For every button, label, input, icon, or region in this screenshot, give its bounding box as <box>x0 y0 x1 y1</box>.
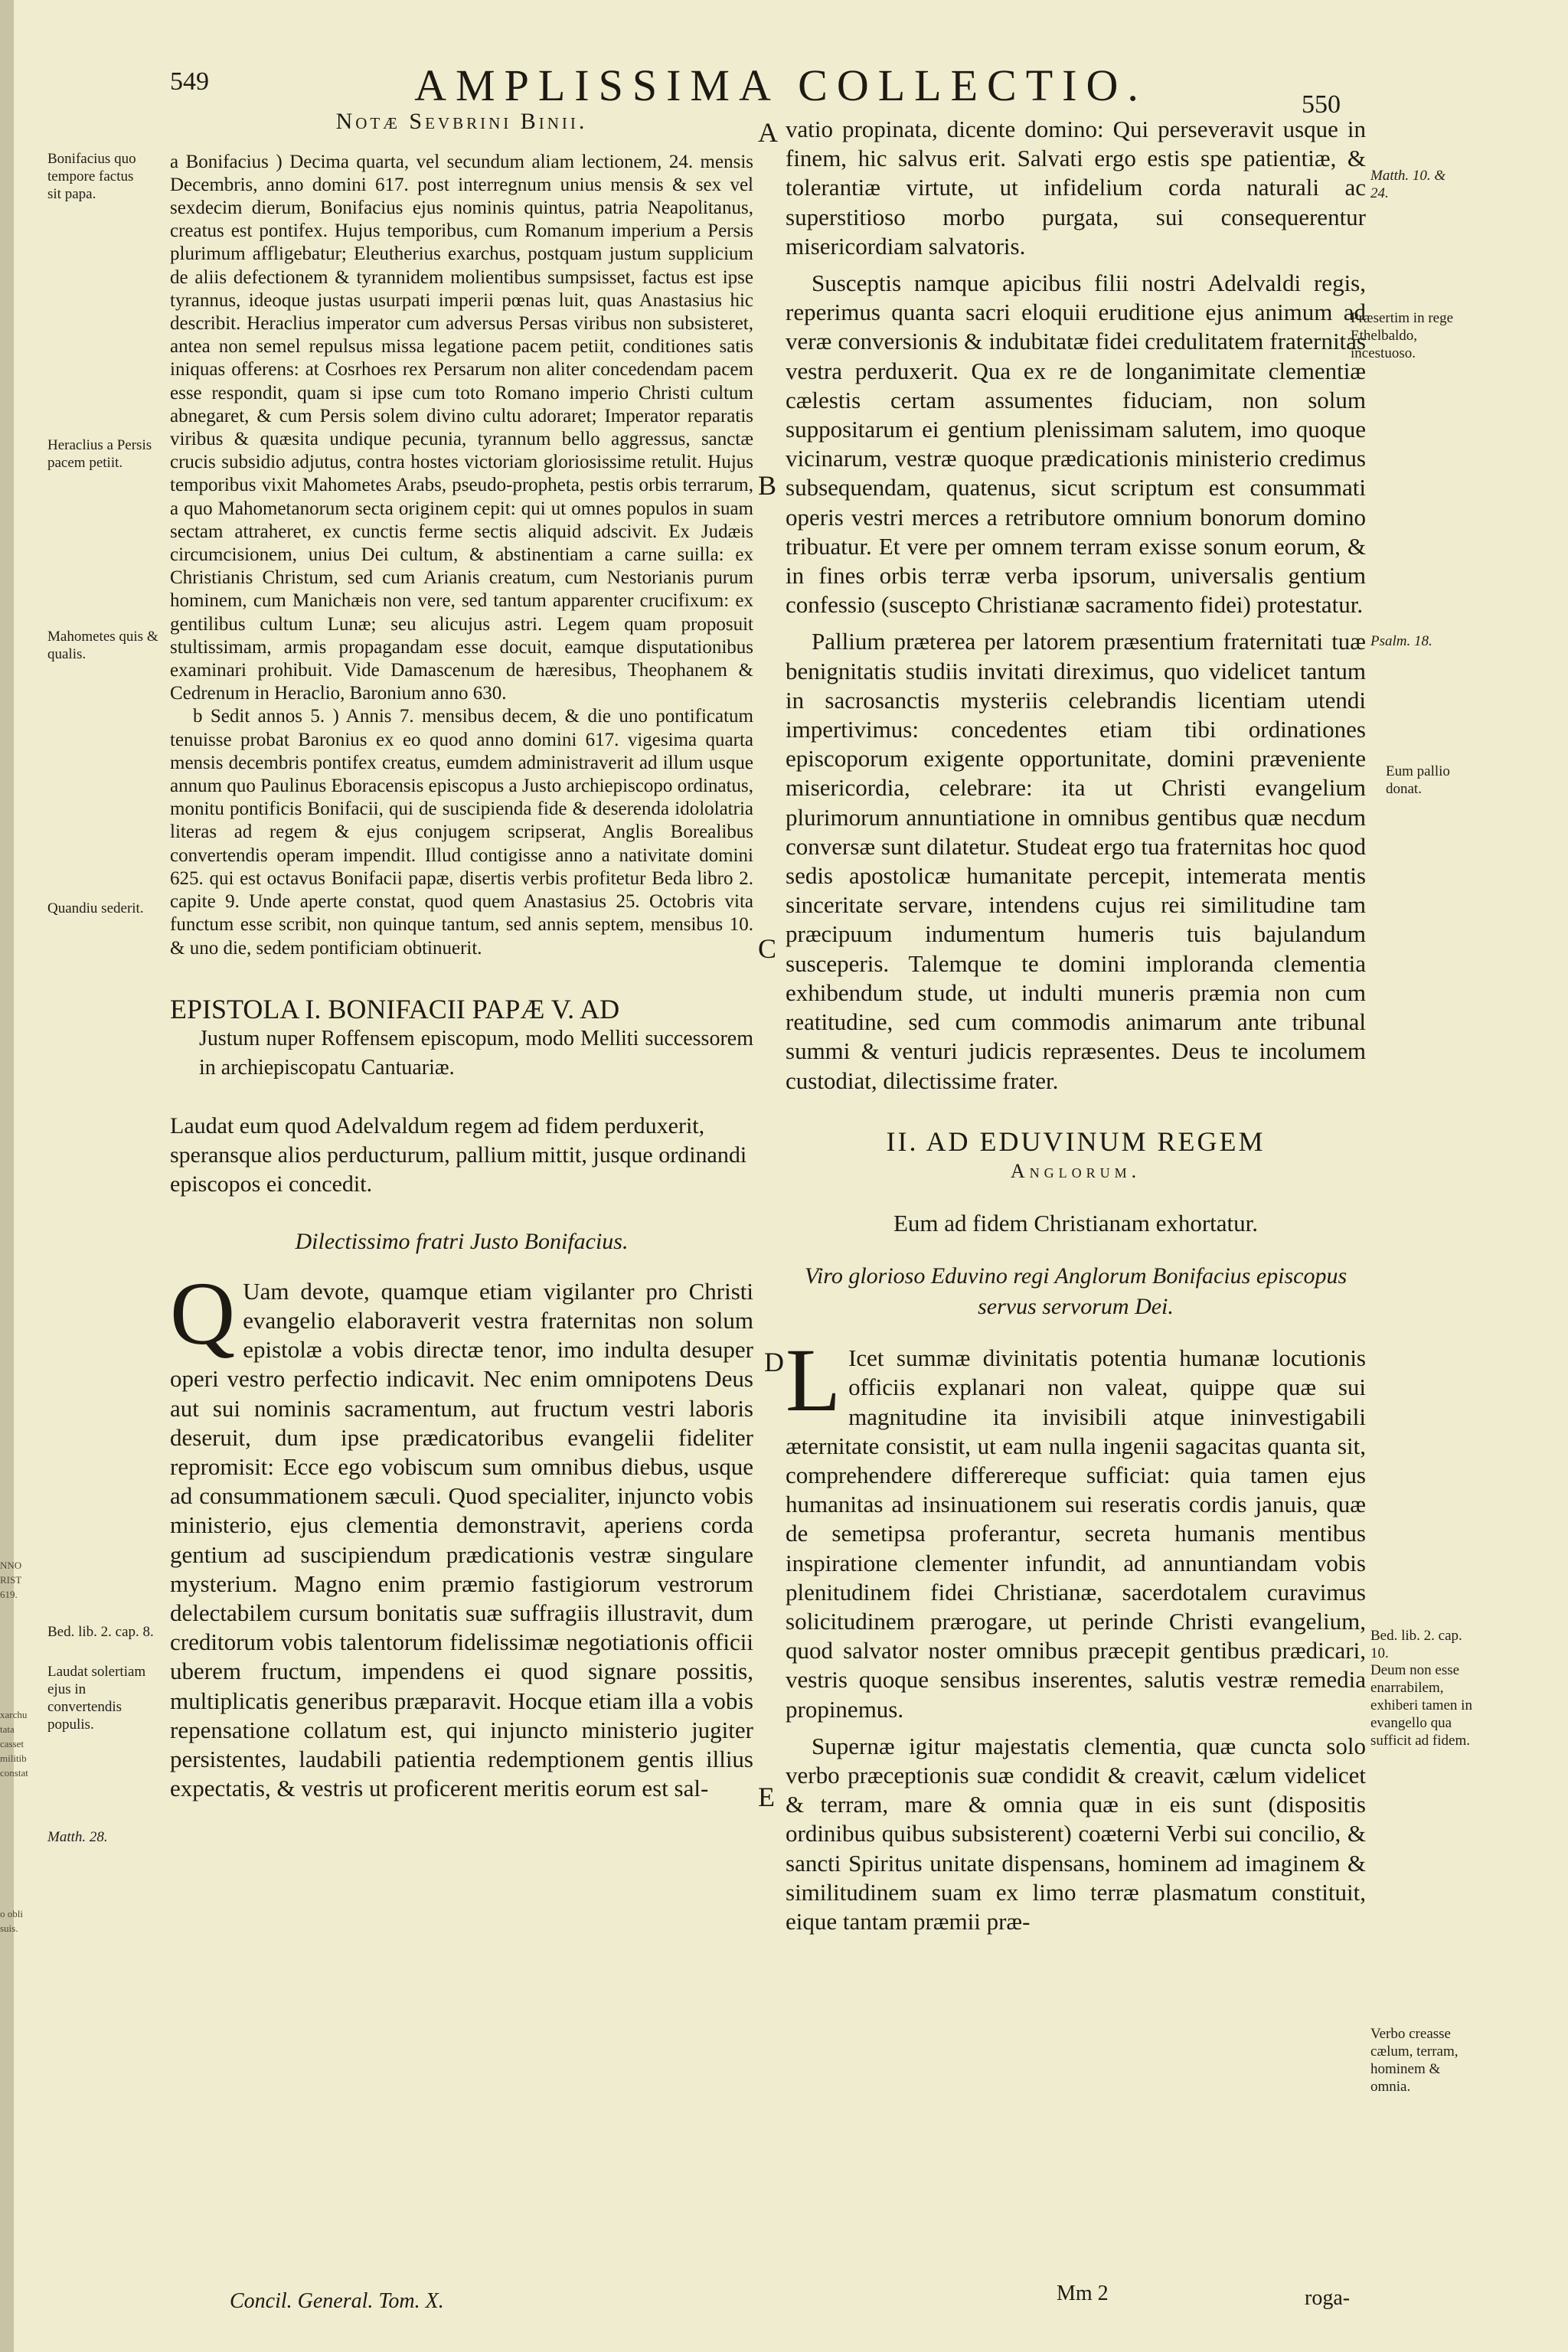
epistle-salutation: Viro glorioso Eduvino regi Anglorum Bonifacius episcopus servus servorum Dei. <box>804 1263 1348 1320</box>
running-header <box>0 60 1568 119</box>
page-number-right: 550 <box>1302 90 1341 119</box>
margin-note: Eum pallio donat. <box>1386 763 1450 797</box>
section-letter: B <box>758 470 777 501</box>
gutter-fragment: xarchu tata casset militib constat <box>0 1709 28 1779</box>
epistle-body-text: Uam devote, quamque etiam vigilanter pro Christi evangelio elaboraverit vestra fraternitas non solum epistolæ a vobis directæ tenor, imo indulta desuper operi vestro perfectio indicavit. Nec enim omnipotens Deus aut sui nominis sacramentum, aut fructum vestri laboris deseruit, dum ipse prædicatoribus evangelii fideliter repromisit: Ecce ego vobiscum sum omnibus diebus, usque ad consummationem sæculi. Quod specialiter, injuncto vobis ministerio, ejus clementia demonstravit, aperiens corda gentium ad suscipiendum prædicationis vestræ singulare mysterium. Magno enim præmio fastigiorum vestrorum delectabilem cursum bonitatis suæ suffragiis illustravit, dum creditorum vobis talentorum fidelissimæ negotiationis officii uberem fructum, impendens ei quod signare possitis, multiplicatis generibus præparavit. Hocque etiam illa a vobis repensatione collatum est, qui injuncto ministerio jugiter persistentes, laudabili patientia redemptionem gentis illius expectatis, & vestris ut proficerent meritis eorum est sal- <box>170 1277 753 1802</box>
section-letter: E <box>758 1782 775 1812</box>
margin-note: Deum non esse enarrabilem, exhiberi tamen in evangello qua sufficit ad fidem. <box>1370 1662 1472 1749</box>
binding-gutter <box>0 0 14 2352</box>
epistle-heading <box>170 994 753 1083</box>
footnote-b: b Sedit annos 5. ) Annis 7. mensibus decem, & die uno pontificatum tenuisse probat Baronius ex eo quod anno domini 617. vigesima quarta mensis decembris pontifex creatus, eumdem administraverit ad illum usque annum quo Paulinus Eboracensis episcopus a Justo archiepiscopo ordinatus, monitu pontificis Bonifacii, qui de suscipienda fide & deserenda idololatria literas ad regem & ejus conjugem scripserat, Anglis Borealibus convertendis operam impendit. Illud contigisse anno a nativitate domini 625. qui est octavus Bonifacii papæ, disertis verbis profitetur Beda libro 2. capite 9. Unde aperte constat, quod quem Anastasius 25. Octobris vita functum esse scribit, non quinque tantum, sed annis septem, mensibus 10. & uno die, sedem pontificiam obtinuerit. <box>170 706 753 959</box>
margin-note: Bonifacius quo tempore factus sit papa. <box>47 151 136 202</box>
epistle-title: EPISTOLA I. BONIFACII PAPÆ V. AD <box>170 993 620 1024</box>
margin-note: Bed. lib. 2. cap. 8. <box>47 1624 154 1640</box>
epistle-argument: Laudat eum quod Adelvaldum regem ad fidem perduxerit, speransque alios perducturum, pallium mittit, jusque ordinandi episcopos ei concedit. <box>170 1112 747 1197</box>
epistle-title: II. AD EDUVINUM REGEM <box>886 1125 1266 1157</box>
page-number-left: 549 <box>170 67 209 96</box>
continued-text: vatio propinata, dicente domino: Qui perseveravit usque in finem, hic salvus erit. Salvati ergo estis spe patientiæ, & tolerantiæ virtute, ut infidelium corda naturali ac superstitioso morbo purgata, sui consequerentur misericordiam salvatoris. <box>786 116 1366 260</box>
epistle-addressee: Anglorum. <box>1010 1159 1142 1182</box>
margin-note: Mahometes quis & qualis. <box>47 629 158 662</box>
drop-cap: Q <box>170 1263 236 1364</box>
paragraph: Susceptis namque apicibus filii nostri Adelvaldi regis, reperimus quanta sacri eloquii eruditione ejus animum ad veræ conversionis & indubitatæ fidei credulitatem fraternitas vestra perduxerit. Qua ex re de longanimitate clementiæ cælestis certam assumentes fiduciam, non solum suppositarum ei gentium plenissimam salutem, imo quoque vicinarum, vestræ quoque prædicationis ministerio credimus subsequendam, quatenus, sicut scriptum est consummati operis vestri merces a retributore omnium bonorum domino tribuatur. Et vere per omnem terram exisse sonum eorum, & in fines orbis terræ verba ipsorum, universalis gentium confessio (suscepto Christianæ sacramento fidei) protestatur. <box>786 270 1366 619</box>
epistle-addressee: Justum nuper Roffensem episcopum, modo Melliti successorem in archiepiscopatu Cantuariæ. <box>199 1026 753 1080</box>
drop-cap: L <box>786 1330 841 1431</box>
epistle-heading <box>786 1126 1366 1186</box>
epistle-body-text: Icet summæ divinitatis potentia humanæ locutionis officiis explanari non valeat, quippe quæ sui magnitudine ita invisibili atque ininvestigabili æternitate consistit, ut eam nulla ingenii sagacitas quanta sit, comprehendere differereque sufficiat: quia tamen ejus humanitas ad insinuationem sui reseratis cordis januis, quæ de semetipsa proferantur, secreta humanis mentibus inspiratione clementer infundit, ad annuntiandam vobis plenitudinem fidei Christianæ, sacerdotalem curavimus solicitudinem prærogare, ut perinde Christi evangelium, quod salvator noster omnibus præcepit gentibus prædicari, vestris quoque sensibus inserentes, salutis vestræ remedia propinemus. <box>786 1344 1366 1723</box>
margin-note: Heraclius a Persis pacem petiit. <box>47 437 152 471</box>
gutter-fragment: o obli suis. <box>0 1908 23 1934</box>
margin-note: Verbo creasse cælum, terram, hominem & omnia. <box>1370 2026 1459 2095</box>
footnote-a: a Bonifacius ) Decima quarta, vel secundum aliam lectionem, 24. mensis Decembris, anno domini 617. post interregnum unius mensis & sex vel sexdecim dierum, Bonifacius ejus nominis quintus, patria Neapolitanus, creatus est pontifex. Hujus temporibus, cum Romanum imperium a Persis plurimum affligebatur; Eleutherius exarchus, postquam justum supplicium de aliis defectionem & tyrannidem molientibus sumpsisset, factus est ipse tyrannus, ideoque justas usurpati imperii pœnas luit, quas Anastasius hic describit. Heraclius imperator cum adversus Persas viribus non subsisteret, antea non semel repulsus missa legatione pacem petiit, conditiones satis iniquas offerens: at Cosrhoes rex Persarum non aliter concedendam pacem esse respondit, quam si ipse cum toto Romano imperio Christi cultum abnegaret, & cum Persis solem divino cultu adoraret; Imperator reparatis viribus & quæsita undique pecunia, tyrannum bello aggressus, sanctæ crucis subsidio adjutus, contra hostes victoriam gloriosissime retulit. Hujus temporibus vixit Mahometes Arabs, pseudo-propheta, pestis orbis terrarum, a quo Mahometanorum secta originem cepit: qui ut omnes populos in suam sectam attraheret, ex cunctis ferme sectis aliquid adscivit. Ex Judæis circumcisionem, unius Dei cultum, & abstinentiam a carne suilla: ex Christianis Christum, sed cum Arianis creatum, cum Nestorianis purum hominem, cum Manichæis non vere, sed tantum apparenter crucifixum: ex gentilibus cultum Lunæ; seu alicujus astri. Legem quam proposuit stultissimam, armis propagandam esse docuit, eamque disputationibus examinari prohibuit. Vide Damascenum de hæresibus, Theophanem & Cedrenum in Heraclio, Baronium anno 630. <box>170 151 753 704</box>
margin-note: Matth. 28. <box>47 1829 108 1845</box>
paragraph: Pallium præterea per latorem præsentium fraternitati tuæ benignitatis studiis invitati direximus, quo videlicet tantum in sacrosanctis mysteriis celebrandis licentiam utendi impertivimus: concedentes etiam tibi ordinationes episcoporum exigente opportunitate, domini prævenientе misericordia, celebrare: ita ut Christi evangelium plurimorum annuntiatione in omnibus gentibus quæ necdum conversæ sunt dilatetur. Studeat ergo tua fraternitas hoc quod sedis apostolicæ humanitate percepit, intemerata mentis sinceritate servare, intendens cujus rei similitudine tam præcipuum indumentum humeris tuis bajulandum susceperis. Talemque te domini implorandа clementia exhibendum stude, ut indulti muneris præmia non cum reatitudine, sed cum commodis animarum ante tribunal summi & venturi judicis repræsentes. Deus te incolumem custodiat, dilectissime frater. <box>786 628 1366 1094</box>
gutter-fragment: NNO RIST 619. <box>0 1560 22 1600</box>
section-letter: D <box>764 1347 784 1377</box>
paragraph: Supernæ igitur majestatis clementia, quæ cuncta solo verbo præceptionis suæ condidit & creavit, cælum videlicet & terram, mare & omnia quæ in eis sunt (dispositis ordinibus quibus subsisterent) coæterni Verbi sui concilio, & sancti Spiritus unitate dispensans, hominem ad imaginem & similitudinem suam ex limo terræ plasmatum constituit, eique tantam præmii præ- <box>786 1732 1366 1935</box>
margin-note: Laudat solertiam ejus in convertendis populis. <box>47 1664 146 1733</box>
section-letter: C <box>758 933 777 964</box>
epistle-body <box>786 1330 1366 1724</box>
margin-note: Psalm. 18. <box>1370 633 1432 649</box>
margin-note: Matth. 10. & 24. <box>1370 168 1446 201</box>
margin-note: Quandiu sederit. <box>47 900 144 916</box>
left-column <box>170 109 753 1803</box>
running-title: AMPLISSIMA COLLECTIO. <box>414 60 1148 110</box>
epistle-argument: Eum ad fidem Christianam exhortatur. <box>893 1209 1259 1236</box>
section-letter: A <box>758 117 778 148</box>
epistle-salutation: Dilectissimo fratri Justo Bonifacius. <box>295 1228 629 1254</box>
epistle-body <box>170 1263 753 1804</box>
margin-note: Bed. lib. 2. cap. 10. <box>1370 1628 1462 1661</box>
notes-heading: Notæ Sevbrini Binii. <box>335 109 588 134</box>
footer-volume: Concil. General. Tom. X. <box>230 2289 444 2313</box>
catchword: roga- <box>1305 2286 1351 2310</box>
signature-mark: Mm 2 <box>1057 2282 1109 2305</box>
right-column <box>786 115 1366 1936</box>
margin-note: Præsertim in rege Ethelbaldo, incestuoso. <box>1351 310 1454 361</box>
